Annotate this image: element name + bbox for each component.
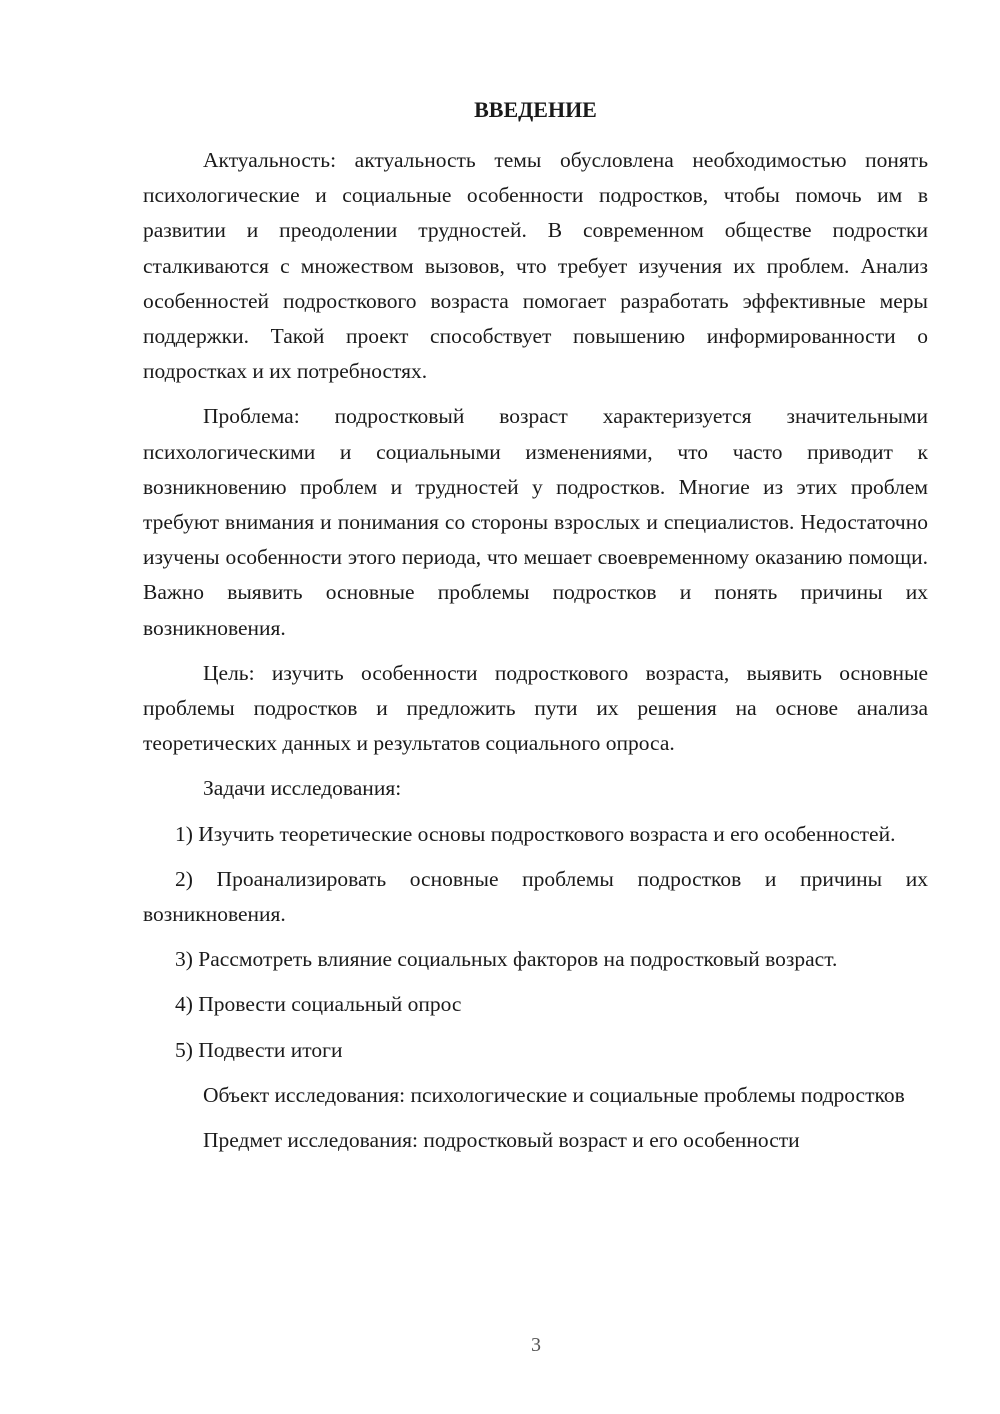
- problem-paragraph: Проблема: подростковый возраст характеризуется значительными психологическими и социальными изменениями, что часто приводит к возникновению проблем и трудностей у подростков. Многие из этих проблем требуют внимания и понимания со стороны взрослых и специалистов. Недостаточно изучены особенности этого периода, что мешает своевременному оказанию помощи. Важно выявить основные проблемы подростков и понять причины их возникновения.: [143, 404, 928, 640]
- task-item: 5) Подвести итоги: [175, 1037, 343, 1062]
- relevance-paragraph: Актуальность: актуальность темы обусловлена необходимостью понять психологические и социальные особенности подростков, чтобы помочь им в развитии и преодолении трудностей. В современном обществе подростки сталкиваются с множеством вызовов, что требует изучения их проблем. Анализ особенностей подросткового возраста помогает разработать эффективные меры поддержки. Такой проект способствует повышению информированности о подростках и их потребностях.: [143, 148, 928, 384]
- goal-paragraph: Цель: изучить особенности подросткового возраста, выявить основные проблемы подростков и предложить пути их решения на основе анализа теоретических данных и результатов социального опроса.: [143, 660, 928, 756]
- task-item: 3) Рассмотреть влияние социальных факторов на подростковый возраст.: [175, 947, 838, 972]
- subject-paragraph: Предмет исследования: подростковый возраст и его особенности: [203, 1128, 800, 1153]
- document-title: ВВЕДЕНИЕ: [474, 97, 597, 122]
- document-page: [143, 94, 928, 1168]
- tasks-heading: Задачи исследования:: [203, 776, 402, 801]
- task-item: 4) Провести социальный опрос: [175, 992, 462, 1017]
- tasks-list: [143, 817, 928, 1068]
- task-item: 2) Проанализировать основные проблемы подростков и причины их возникновения.: [143, 866, 928, 927]
- task-item: 1) Изучить теоретические основы подросткового возраста и его особенностей.: [175, 821, 896, 846]
- object-paragraph: Объект исследования: психологические и социальные проблемы подростков: [203, 1082, 905, 1107]
- page-number: 3: [531, 1334, 541, 1356]
